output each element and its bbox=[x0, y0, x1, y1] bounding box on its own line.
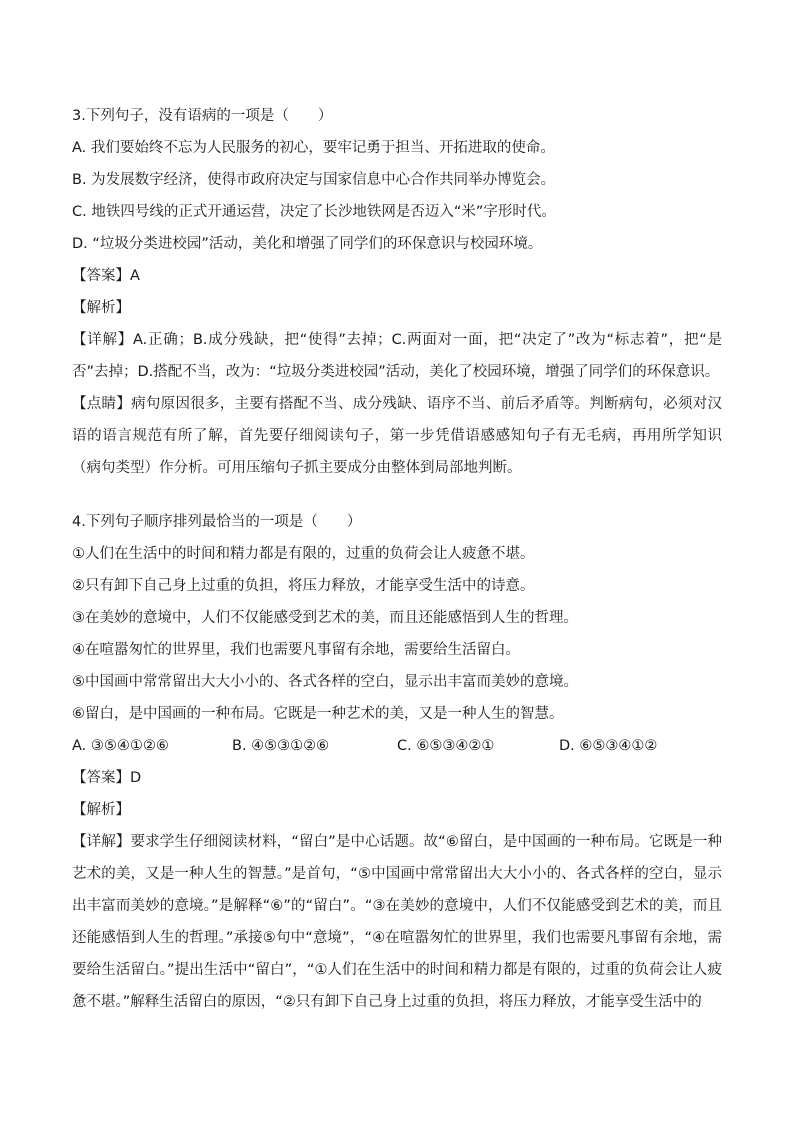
q3-answer: 【答案】A bbox=[72, 268, 140, 284]
q4-sentence-4: ④在喧嚣匆忙的世界里，我们也需要凡事留有余地，需要给生活留白。 bbox=[72, 642, 520, 658]
q4-sentence-6: ⑥留白，是中国画的一种布局。它既是一种艺术的美，又是一种人生的智慧。 bbox=[72, 706, 564, 722]
q3-stem: 3.下列句子，没有语病的一项是（ ） bbox=[72, 108, 333, 124]
q4-sentence-5: ⑤中国画中常常留出大大小小的、各式各样的空白，显示出丰富而美妙的意境。 bbox=[72, 674, 578, 690]
q3-comment: 【点睛】病句原因很多，主要有搭配不当、成分残缺、语序不当、前后矛盾等。判断病句，必须对汉语的语言规范有所了解，首先要仔细阅读句子，第一步凭借语感感知句子有无毛病，再用所学知识（病句类型）作分析。可用压缩句子抓主要成分由整体到局部地判断。 bbox=[72, 396, 722, 476]
q4-option-a: A. ③⑤④①②⑥ bbox=[72, 738, 169, 754]
q4-sentence-1: ①人们在生活中的时间和精力都是有限的，过重的负荷会让人疲惫不堪。 bbox=[72, 546, 535, 562]
q3-option-a: A. 我们要始终不忘为人民服务的初心，要牢记勇于担当、开拓进取的使命。 bbox=[72, 140, 555, 156]
q3-analysis-heading: 【解析】 bbox=[72, 300, 130, 316]
q4-sentence-2: ②只有卸下自己身上过重的负担，将压力释放，才能享受生活中的诗意。 bbox=[72, 578, 535, 594]
q3-option-d: D. “垃圾分类进校园”活动，美化和增强了同学们的环保意识与校园环境。 bbox=[72, 236, 543, 252]
q4-option-b: B. ④⑤③①②⑥ bbox=[232, 738, 330, 754]
q3-option-b: B. 为发展数字经济，使得市政府决定与国家信息中心合作共同举办博览会。 bbox=[72, 172, 556, 188]
q3-detail: 【详解】A.正确；B.成分残缺，把“使得”去掉；C.两面对一面，把“决定了”改为“标志着”，把“是否”去掉；D.搭配不当，改为：“垃圾分类进校园”活动，美化了校园环境，增强了同学们的环保意识。 bbox=[72, 332, 722, 380]
q4-option-c: C. ⑥⑤③④②① bbox=[397, 738, 495, 754]
q4-stem: 4.下列句子顺序排列最恰当的一项是（ ） bbox=[72, 514, 362, 530]
q4-answer: 【答案】D bbox=[72, 770, 142, 786]
q4-option-d: D. ⑥⑤③④①② bbox=[559, 738, 658, 754]
q4-detail: 【详解】要求学生仔细阅读材料，“留白”是中心话题。故“⑥留白，是中国画的一种布局。它既是一种艺术的美，又是一种人生的智慧。”是首句，“⑤中国画中常常留出大大小小的、各式各样的空白，显示出丰富而美妙的意境。”是解释“⑥”的“留白”。“③在美妙的意境中，人们不仅能感受到艺术的美，而且还能感悟到人生的哲理。”承接⑤句中“意境”，“④在喧嚣匆忙的世界里，我们也需要凡事留有余地，需要给生活留白。”提出生活中“留白”，“①人们在生活中的时间和精力都是有限的，过重的负荷会让人疲惫不堪。”解释生活留白的原因，“②只有卸下自己身上过重的负担，将压力释放，才能享受生活中的 bbox=[72, 834, 722, 1010]
q3-option-c: C. 地铁四号线的正式开通运营，决定了长沙地铁网是否迈入“米”字形时代。 bbox=[72, 204, 556, 220]
q4-options bbox=[72, 730, 722, 762]
q4-analysis-heading: 【解析】 bbox=[72, 802, 130, 818]
q4-sentence-3: ③在美妙的意境中，人们不仅能感受到艺术的美，而且还能感悟到人生的哲理。 bbox=[72, 610, 578, 626]
